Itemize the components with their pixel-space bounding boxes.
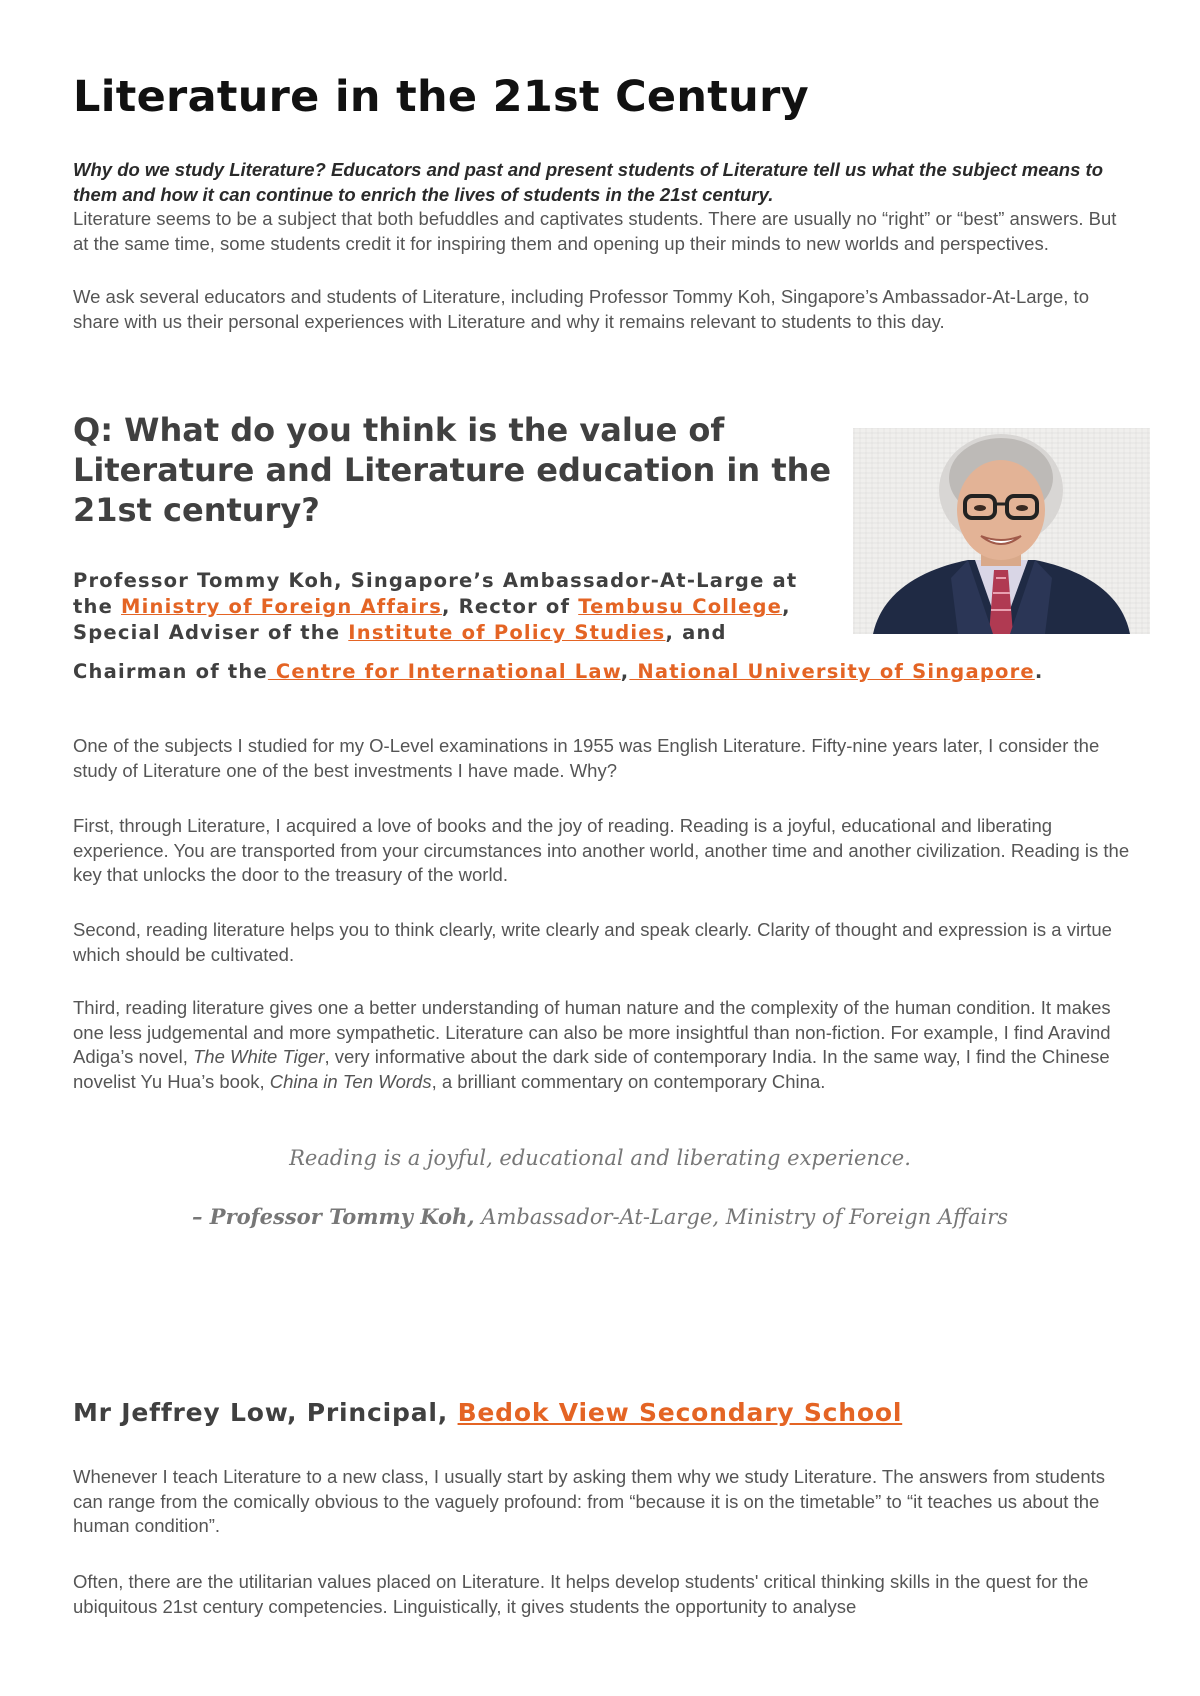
koh-paragraph-4-text-b: , very informative about the dark side of contemporary India. In the same way, I find the Chinese novelist Yu Hua’s book, (73, 1046, 1110, 1092)
section-question: Q: What do you think is the value of Literature and Literature education in the 21st century? (73, 411, 832, 529)
article-lede: Why do we study Literature? Educators and past and present students of Literature tell us what the subject means to them and how it can continue to enrich the lives of students in the 21st century. (73, 159, 1104, 205)
pullquote-attribution-role: Ambassador-At-Large, Ministry of Foreign Affairs (474, 1205, 1009, 1229)
low-paragraph-2: Often, there are the utilitarian values placed on Literature. It helps develop students' critical thinking skills in the quest for the ubiquitous 21st century competencies. Linguistically, it gives students the opportunity to analyse (73, 1571, 1089, 1617)
koh-paragraph-1: One of the subjects I studied for my O-Level examinations in 1955 was English Literature. Fifty-nine years later, I consider the study of Literature one of the best investments I have made. Why? (73, 735, 1100, 781)
koh-paragraph-4-text-c: , a brilliant commentary on contemporary China. (431, 1070, 826, 1092)
link-national-university-of-singapore[interactable]: National University of Singapore (629, 660, 1035, 683)
koh-paragraph-2: First, through Literature, I acquired a love of books and the joy of reading. Reading is a joyful, educational and liberating experience. You are transported from your circumstances into another world, another time and another civilization. Reading is the key that unlocks the door to the treasury of the world. (73, 815, 1130, 885)
link-bedok-view-secondary-school[interactable]: Bedok View Secondary School (457, 1398, 903, 1427)
link-centre-for-international-law[interactable]: Centre for International Law (267, 660, 621, 683)
pullquote-attribution (0, 1204, 1200, 1229)
intro-paragraph-1: Literature seems to be a subject that both befuddles and captivates students. There are usually no “right” or “best” answers. But at the same time, some students credit it for inspiring them and opening up their minds to new worlds and perspectives. (73, 208, 1117, 254)
speaker-koh-text-7: . (1034, 660, 1044, 683)
book-title-white-tiger: The White Tiger (193, 1046, 325, 1067)
portrait-illustration (853, 428, 1150, 634)
speaker-koh-text-5: Chairman of the (73, 660, 268, 683)
low-paragraph-1: Whenever I teach Literature to a new class, I usually start by asking them why we study Literature. The answers from students can range from the comically obvious to the vaguely profound: from “because it is on the timetable” to “it teaches us about the human condition”. (73, 1466, 1106, 1536)
pullquote-text: Reading is a joyful, educational and liberating experience. (289, 1146, 911, 1170)
speaker-koh-text-2: , Rector of (442, 595, 579, 618)
pullquote-attribution-name: – Professor Tommy Koh, (191, 1204, 475, 1229)
link-tembusu-college[interactable]: Tembusu College (578, 595, 783, 618)
koh-paragraph-4 (73, 996, 1138, 1094)
speaker-koh-credit-line-2 (73, 659, 1043, 685)
speaker-low-label: Mr Jeffrey Low, Principal, (73, 1398, 458, 1427)
book-title-china-in-ten-words: China in Ten Words (269, 1070, 432, 1092)
speaker-koh-text-3: , Special Adviser of the (73, 595, 791, 644)
speaker-koh-text-4: , and (665, 621, 727, 644)
koh-paragraph-4-text-a: Third, reading literature gives one a better understanding of human nature and the complexity of the human condition. It makes one less judgemental and more sympathetic. Literature can also be more insightful than non-fiction. For example, I find Aravind Adiga’s novel, (73, 997, 1111, 1067)
speaker-koh-text-6: , (620, 660, 630, 683)
article-title: Literature in the 21st Century (73, 72, 809, 122)
speaker-koh-credit (73, 568, 843, 646)
speaker-low-credit (73, 1397, 902, 1429)
speaker-koh-text-1: Professor Tommy Koh, Singapore’s Ambassador-At-Large at the (73, 569, 798, 618)
link-institute-of-policy-studies[interactable]: Institute of Policy Studies (348, 621, 666, 644)
portrait-photo (853, 428, 1150, 634)
intro-block (73, 158, 1128, 256)
intro-paragraph-2: We ask several educators and students of Literature, including Professor Tommy Koh, Singapore’s Ambassador-At-Large, to share with us their personal experiences with Literature and why it remains relevant to students to this day. (73, 286, 1089, 332)
koh-paragraph-3: Second, reading literature helps you to think clearly, write clearly and speak clearly. Clarity of thought and expression is a virtue which should be cultivated. (73, 919, 1112, 965)
link-ministry-of-foreign-affairs[interactable]: Ministry of Foreign Affairs (121, 595, 443, 618)
